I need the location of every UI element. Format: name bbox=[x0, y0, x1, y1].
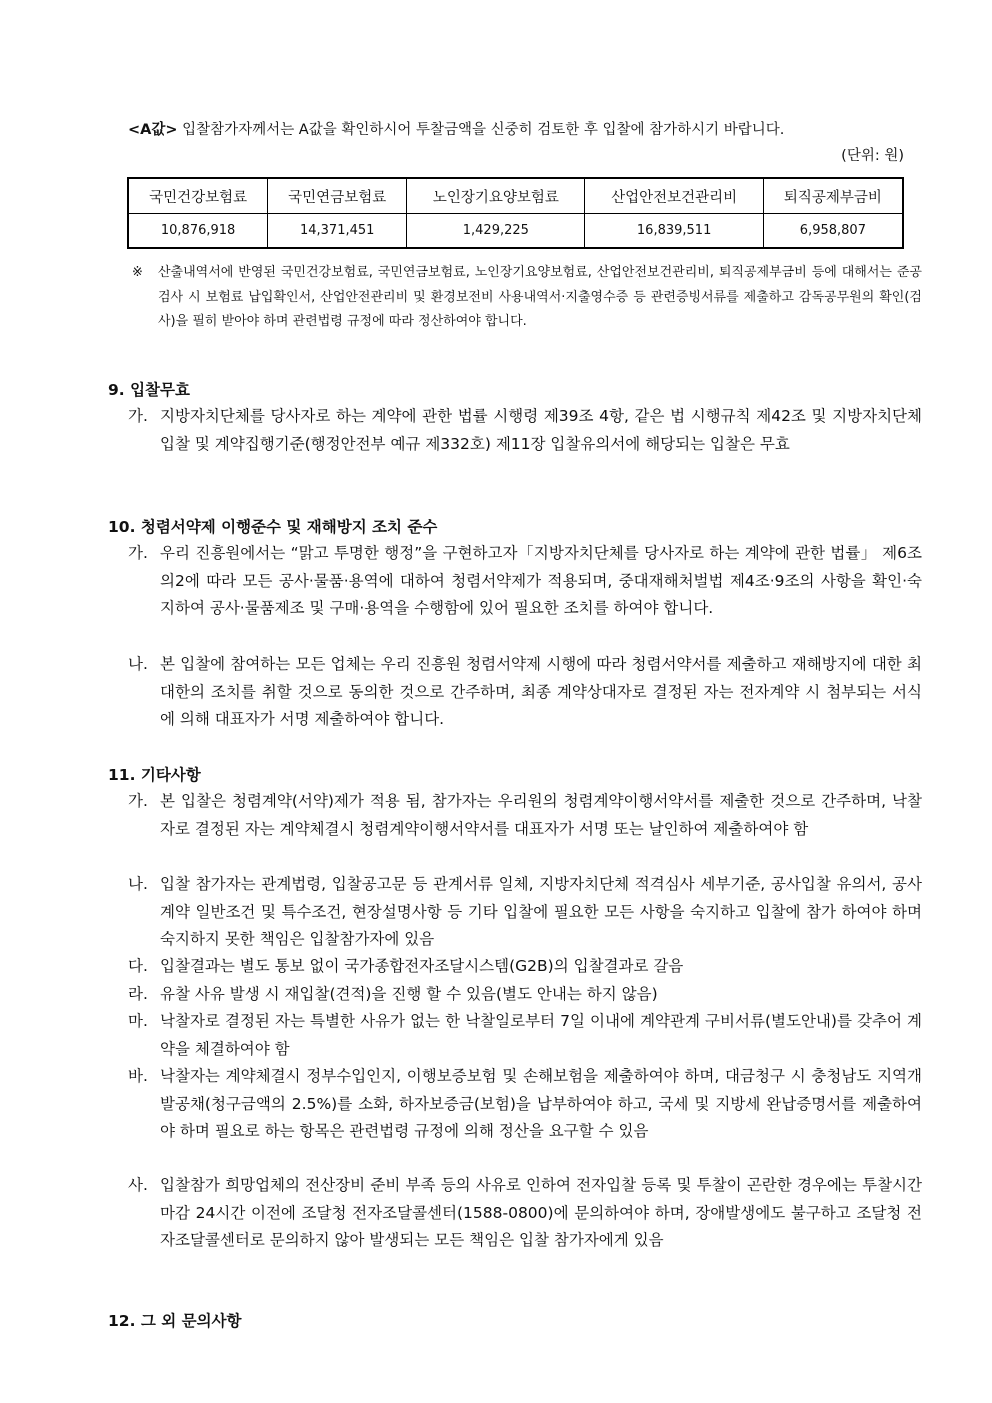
item-label: 가. bbox=[128, 407, 148, 425]
item-label: 나. bbox=[128, 655, 148, 673]
item-text: 낙찰자는 계약체결시 정부수입인지, 이행보증보험 및 손해보험을 제출하여야 하며, 대금청구 시 충청남도 지역개발공채(청구금액의 2.5%)를 소화, 하자보증금(보험)을 납부하여야 하고, 국세 및 지방세 완납증명서를 제출하여야 하며 필요로 하는 항목은 관련법령 규정에 의해 정산을 요구할 수 있음 bbox=[160, 1067, 922, 1140]
item-label: 나. bbox=[128, 875, 148, 893]
table-header-cell: 국민연금보험료 bbox=[268, 178, 407, 214]
item-text: 지방자치단체를 당사자로 하는 계약에 관한 법률 시행령 제39조 4항, 같은 법 시행규칙 제42조 및 지방자치단체 입찰 및 계약집행기준(행정안전부 예규 제332호) 제11장 입찰유의서에 해당되는 입찰은 무효 bbox=[160, 407, 922, 453]
table-header-cell: 국민건강보험료 bbox=[128, 178, 268, 214]
list-item bbox=[128, 871, 922, 954]
item-text: 입찰참가 희망업체의 전산장비 준비 부족 등의 사유로 인하여 전자입찰 등록 및 투찰이 곤란한 경우에는 투찰시간 마감 24시간 이전에 조달청 전자조달콜센터(1588-0800)에 문의하여야 하며, 장애발생에도 불구하고 조달청 전자조달콜센터로 문의하지 않아 발생되는 모든 책임은 입찰 참가자에게 있음 bbox=[160, 1176, 922, 1249]
insurance-table bbox=[127, 177, 904, 249]
list-item bbox=[128, 953, 922, 981]
item-label: 가. bbox=[128, 792, 148, 810]
section-12-title: 12. 그 외 문의사항 bbox=[108, 1312, 242, 1330]
table-value-row bbox=[128, 214, 903, 249]
settlement-note bbox=[132, 261, 922, 335]
section-9-title: 9. 입찰무효 bbox=[108, 381, 190, 399]
item-text: 입찰 참가자는 관계법령, 입찰공고문 등 관계서류 일체, 지방자치단체 적격심사 세부기준, 공사입찰 유의서, 공사계약 일반조건 및 특수조건, 현장설명사항 등 기타 입찰에 필요한 모든 사항을 숙지하고 입찰에 참가 하여야 하며 숙지하지 못한 책임은 입찰참가자에 있음 bbox=[160, 875, 922, 948]
unit-label: (단위: 원) bbox=[841, 148, 904, 164]
list-item bbox=[128, 403, 922, 458]
item-text: 입찰결과는 별도 통보 없이 국가종합전자조달시스템(G2B)의 입찰결과로 갈음 bbox=[160, 957, 684, 975]
section-10-title: 10. 청렴서약제 이행준수 및 재해방지 조치 준수 bbox=[108, 518, 438, 536]
table-header-cell: 노인장기요양보험료 bbox=[407, 178, 585, 214]
a-value-label: <A값> bbox=[128, 122, 178, 138]
table-header-cell: 산업안전보건관리비 bbox=[585, 178, 763, 214]
item-text: 유찰 사유 발생 시 재입찰(견적)을 진행 할 수 있음(별도 안내는 하지 않음) bbox=[160, 985, 658, 1003]
item-text: 본 입찰은 청렴계약(서약)제가 적용 됨, 참가자는 우리원의 청렴계약이행서약서를 제출한 것으로 간주하며, 낙찰자로 결정된 자는 계약체결시 청렴계약이행서약서를 대표자가 서명 또는 날인하여 제출하여야 함 bbox=[160, 792, 922, 838]
item-label: 사. bbox=[128, 1176, 148, 1194]
item-label: 다. bbox=[128, 957, 148, 975]
table-header-row bbox=[128, 178, 903, 214]
list-item bbox=[128, 1172, 922, 1255]
item-text: 본 입찰에 참여하는 모든 업체는 우리 진흥원 청렴서약제 시행에 따라 청렴서약서를 제출하고 재해방지에 대한 최대한의 조치를 취할 것으로 동의한 것으로 간주하며, 최종 계약상대자로 결정된 자는 전자계약 시 첨부되는 서식에 의해 대표자가 서명 제출하여야 합니다. bbox=[160, 655, 922, 728]
a-value-notice bbox=[128, 118, 908, 142]
list-item bbox=[128, 651, 922, 734]
item-label: 라. bbox=[128, 985, 148, 1003]
table-value-cell: 1,429,225 bbox=[407, 214, 585, 249]
table-value-cell: 6,958,807 bbox=[763, 214, 903, 249]
table-value-cell: 10,876,918 bbox=[128, 214, 268, 249]
note-mark: ※ bbox=[132, 265, 143, 280]
item-label: 마. bbox=[128, 1012, 148, 1030]
list-item bbox=[128, 788, 922, 843]
list-item bbox=[128, 540, 922, 623]
note-text: 산출내역서에 반영된 국민건강보험료, 국민연금보험료, 노인장기요양보험료, 산업안전보건관리비, 퇴직공제부금비 등에 대해서는 준공검사 시 보험료 납입확인서, 산업안전관리비 및 환경보전비 사용내역서·지출영수증 등 관련증빙서류를 제출하고 감독공무원의 확인(검사)을 필히 받아야 하며 관련법령 규정에 따라 정산하여야 합니다. bbox=[158, 265, 922, 329]
section-11-title: 11. 기타사항 bbox=[108, 766, 201, 784]
table-value-cell: 14,371,451 bbox=[268, 214, 407, 249]
table-header-cell: 퇴직공제부금비 bbox=[763, 178, 903, 214]
a-value-text: 입찰참가자께서는 A값을 확인하시어 투찰금액을 신중히 검토한 후 입찰에 참가하시기 바랍니다. bbox=[182, 122, 785, 138]
item-text: 우리 진흥원에서는 “맑고 투명한 행정”을 구현하고자「지방자치단체를 당사자로 하는 계약에 관한 법률」 제6조의2에 따라 모든 공사·물품·용역에 대하여 청렴서약제가 적용되며, 중대재해처벌법 제4조·9조의 사항을 확인·숙지하여 공사·물품제조 및 구매·용역을 수행함에 있어 필요한 조치를 하여야 합니다. bbox=[160, 544, 922, 617]
list-item bbox=[128, 1063, 922, 1146]
list-item bbox=[128, 1008, 922, 1063]
list-item bbox=[128, 981, 922, 1009]
item-label: 바. bbox=[128, 1067, 148, 1085]
table-value-cell: 16,839,511 bbox=[585, 214, 763, 249]
item-text: 낙찰자로 결정된 자는 특별한 사유가 없는 한 낙찰일로부터 7일 이내에 계약관계 구비서류(별도안내)를 갖추어 계약을 체결하여야 함 bbox=[160, 1012, 922, 1058]
item-label: 가. bbox=[128, 544, 148, 562]
